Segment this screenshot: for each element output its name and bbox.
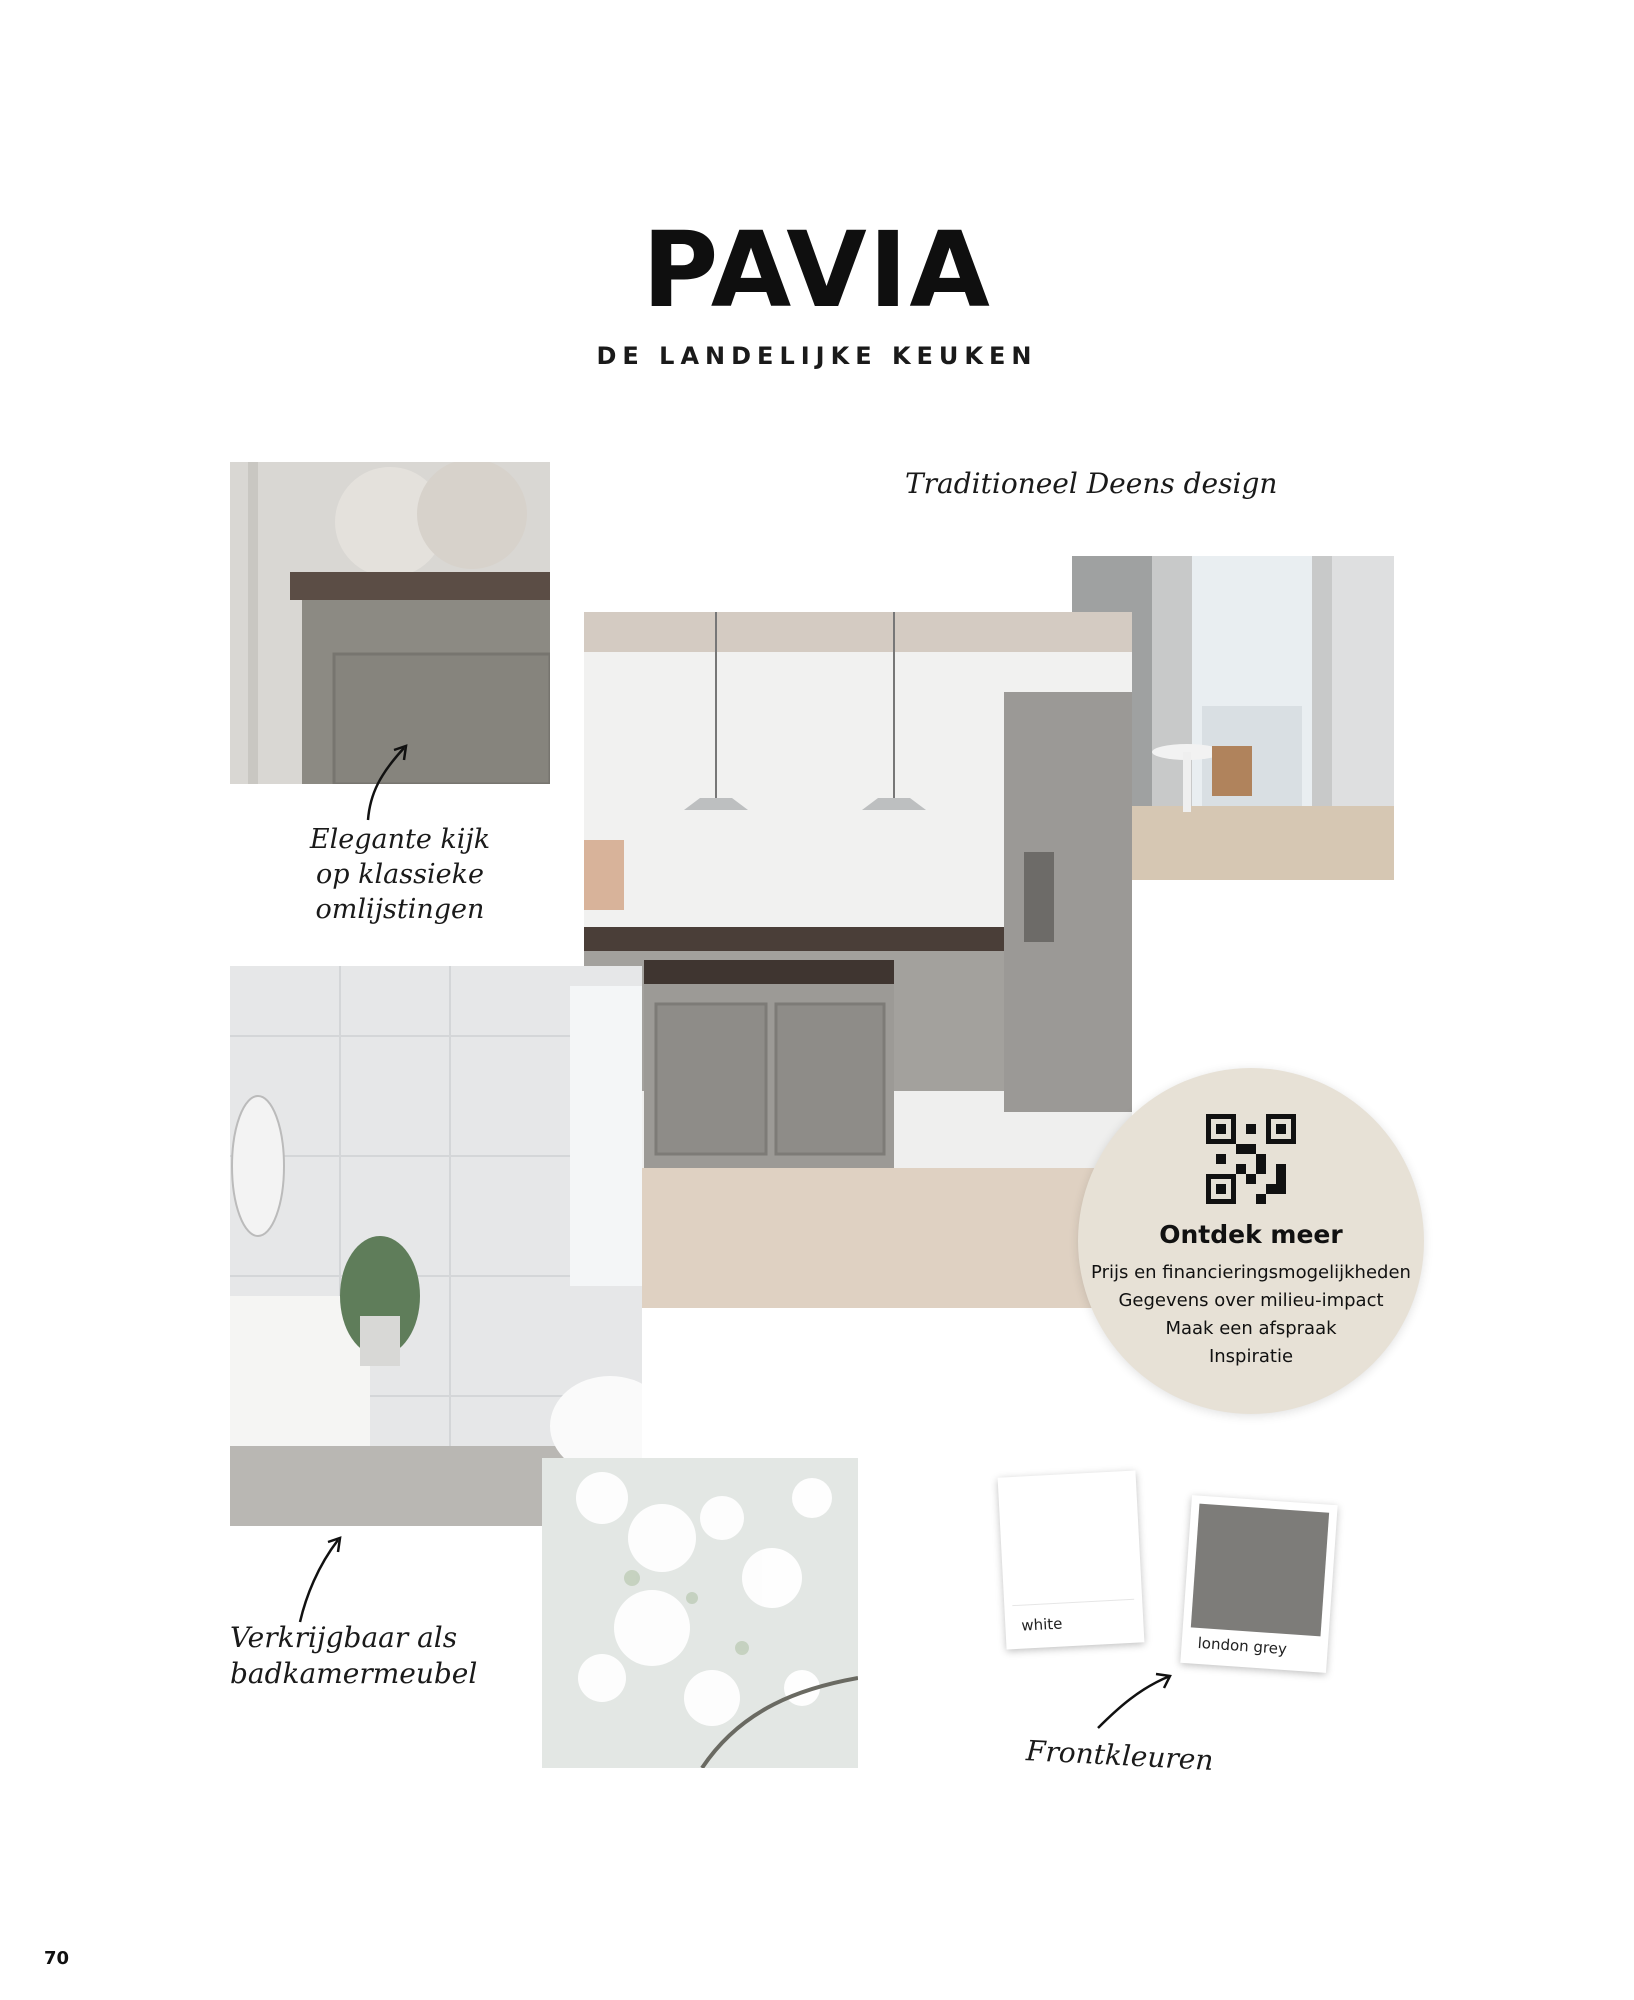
- frame-caption-line: op klassieke: [316, 859, 484, 891]
- bathroom-caption-line: badkamermeubel: [230, 1657, 478, 1691]
- frame-caption: [270, 822, 530, 927]
- qr-code-icon[interactable]: [1206, 1114, 1296, 1204]
- arrow-icon: [1094, 1672, 1174, 1732]
- arrow-icon: [292, 1536, 352, 1626]
- design-caption: Traditioneel Deens design: [905, 467, 1278, 500]
- swatch-white: [998, 1471, 1145, 1650]
- discover-item-inspiration[interactable]: Inspiratie: [1208, 1346, 1294, 1367]
- swatch-london-grey: [1180, 1495, 1337, 1673]
- frame-caption-line: Elegante kijk: [309, 824, 491, 855]
- discover-item-environment[interactable]: Gegevens over milieu-impact: [1118, 1290, 1384, 1311]
- arrow-icon: [360, 744, 420, 824]
- discover-more-badge[interactable]: [1078, 1068, 1424, 1414]
- frame-caption-line: omlijstingen: [315, 894, 485, 926]
- swatch-label: london grey: [1197, 1633, 1288, 1659]
- bathroom-caption-line: Verkrijgbaar als: [230, 1621, 458, 1654]
- cabinet-detail-photo: [230, 462, 550, 784]
- blossom-photo: [542, 1458, 858, 1768]
- page-subtitle: DE LANDELIJKE KEUKEN: [596, 342, 1038, 370]
- page-number: 70: [44, 1948, 70, 1969]
- discover-item-appointment[interactable]: Maak een afspraak: [1165, 1318, 1337, 1339]
- discover-item-price[interactable]: Prijs en financieringsmogelijkheden: [1091, 1262, 1411, 1283]
- bathroom-photo: [230, 966, 642, 1526]
- discover-heading: Ontdek meer: [1159, 1220, 1343, 1249]
- kitchen-main-photo: [584, 612, 1132, 1308]
- colors-caption: Frontkleuren: [1025, 1734, 1215, 1777]
- swatch-label: white: [1020, 1614, 1063, 1635]
- page-title: PAVIA: [642, 209, 992, 331]
- swatch-chip: [1006, 1479, 1134, 1606]
- swatch-chip: [1191, 1504, 1329, 1637]
- bathroom-caption: [230, 1620, 477, 1693]
